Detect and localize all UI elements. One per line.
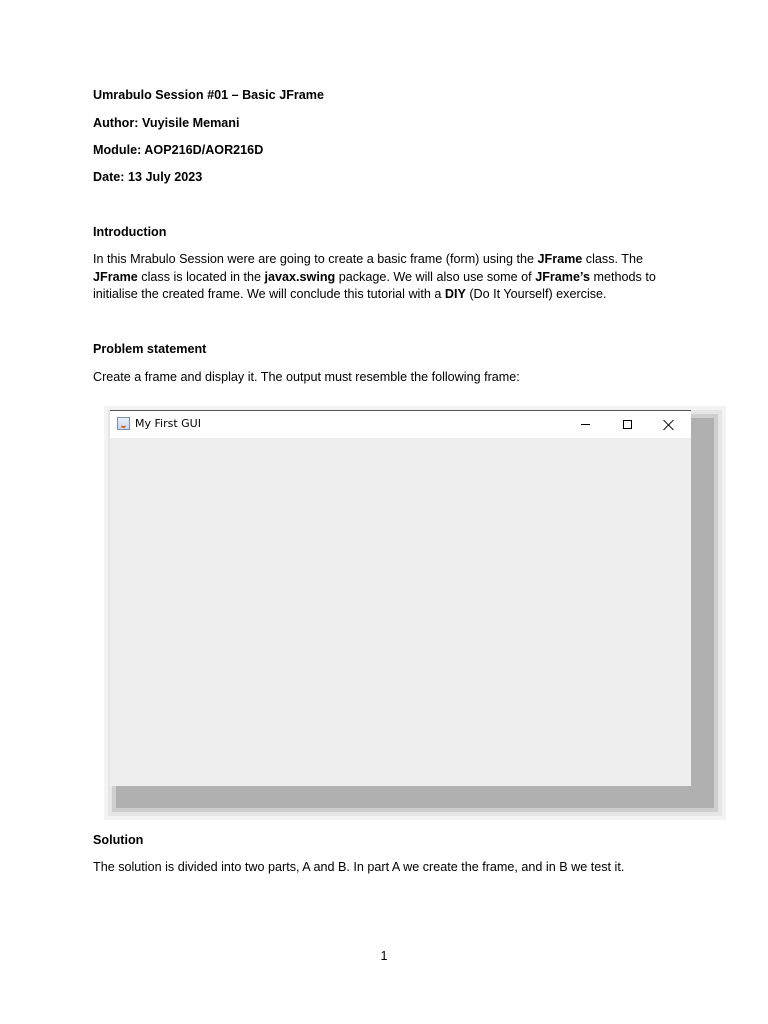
text-run: package. We will also use some of (335, 269, 536, 284)
text-run: class. The (582, 252, 643, 266)
text-run: (Do It Yourself) exercise. (465, 287, 607, 301)
jframe-window (110, 410, 691, 786)
window-titlebar[interactable] (110, 411, 691, 438)
close-icon (663, 419, 675, 431)
problem-text: Create a frame and display it. The output must resemble the following frame: (93, 370, 520, 384)
window-title: My First GUI (135, 417, 201, 430)
text-run: methods to (590, 269, 656, 284)
java-cup-icon (117, 417, 130, 430)
introduction-heading: Introduction (93, 225, 167, 239)
minimize-button[interactable] (564, 411, 606, 438)
date-line: Date: 13 July 2023 (93, 170, 203, 184)
text-run-bold: JFrame’s (535, 269, 591, 284)
page-number: 1 (380, 949, 388, 963)
document-title: Umrabulo Session #01 – Basic JFrame (93, 88, 324, 102)
maximize-button[interactable] (606, 411, 648, 438)
text-run: class is located in the (137, 269, 265, 284)
text-run: In this Mrabulo Session were are going to create a basic frame (form) using the (93, 252, 538, 266)
solution-text: The solution is divided into two parts, A and B. In part A we create the frame, and in B we test it. (93, 860, 625, 874)
problem-heading: Problem statement (93, 342, 207, 356)
text-run-bold: DIY (444, 287, 466, 301)
text-run-bold: javax.swing (264, 269, 336, 284)
solution-heading: Solution (93, 833, 144, 847)
window-content-pane (110, 438, 691, 786)
minimize-icon (581, 424, 590, 425)
maximize-icon (623, 420, 632, 429)
module-line: Module: AOP216D/AOR216D (93, 143, 264, 157)
introduction-line (93, 269, 673, 287)
frame-screenshot-figure (110, 410, 691, 786)
text-run-bold: JFrame (93, 269, 138, 284)
text-run-bold: JFrame (537, 252, 583, 266)
close-button[interactable] (648, 411, 690, 438)
introduction-line (93, 251, 673, 269)
introduction-line (93, 286, 673, 304)
introduction-paragraph (93, 251, 673, 304)
author-line: Author: Vuyisile Memani (93, 116, 240, 130)
text-run: initialise the created frame. We will conclude this tutorial with a (93, 287, 445, 301)
